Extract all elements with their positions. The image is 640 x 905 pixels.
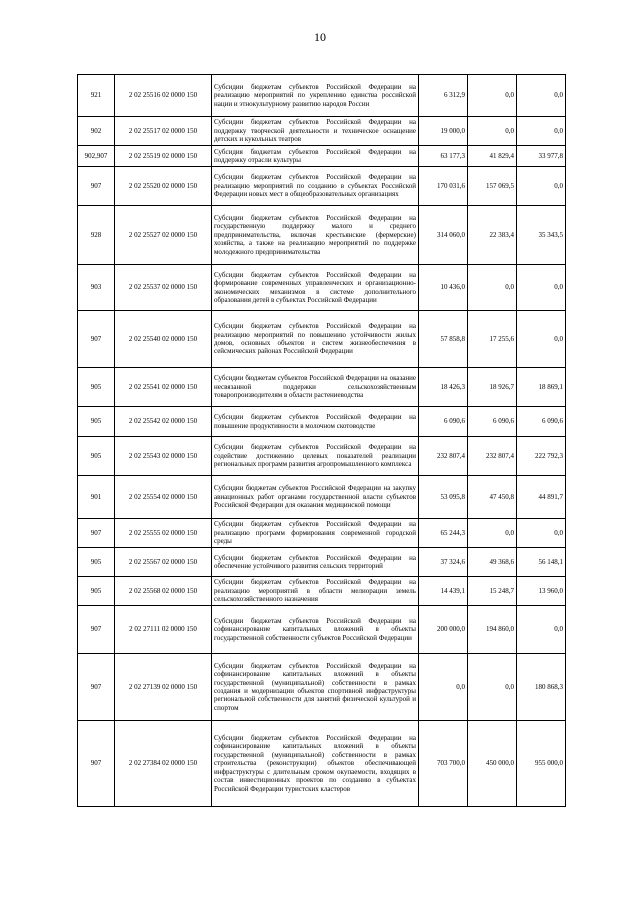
- table-row: [78, 548, 566, 577]
- budget-table-body: [78, 75, 566, 807]
- amount-year1-cell: 314 060,0: [419, 206, 468, 265]
- table-row: [78, 407, 566, 437]
- amount-year2-cell: 232 807,4: [468, 437, 517, 476]
- table-row: [78, 368, 566, 407]
- table-row: [78, 167, 566, 206]
- revenue-code-cell: 2 02 25516 02 0000 150: [115, 75, 212, 117]
- amount-year1-cell: 57 858,8: [419, 311, 468, 368]
- amount-year2-cell: 0,0: [468, 265, 517, 311]
- table-row: [78, 654, 566, 721]
- amount-year3-cell: 33 977,8: [517, 146, 566, 167]
- table-row: [78, 311, 566, 368]
- revenue-name-cell: Субсидии бюджетам субъектов Российской Федерации на реализацию мероприятий в области мелиорации земель сельскохозяйственного назначения: [212, 577, 419, 606]
- admin-code-cell: 902,907: [78, 146, 115, 167]
- amount-year3-cell: 6 090,6: [517, 407, 566, 437]
- table-row: [78, 146, 566, 167]
- admin-code-cell: 907: [78, 654, 115, 721]
- revenue-code-cell: 2 02 25541 02 0000 150: [115, 368, 212, 407]
- amount-year2-cell: 22 383,4: [468, 206, 517, 265]
- admin-code-cell: 905: [78, 407, 115, 437]
- amount-year1-cell: 170 031,6: [419, 167, 468, 206]
- amount-year3-cell: 0,0: [517, 519, 566, 548]
- table-row: [78, 606, 566, 654]
- revenue-name-cell: Субсидии бюджетам субъектов Российской Федерации на софинансирование капитальных вложений в объекты государственной (муниципальной) собственности в рамках строительства (реконструкции) объектов обеспечивающей инфраструктуры с длительным сроком окупаемости, входящих в состав инвестиционных проектов по созданию в субъектах Российской Федерации туристских кластеров: [212, 721, 419, 807]
- revenue-name-cell: Субсидии бюджетам субъектов Российской Федерации на реализацию мероприятий по повышению устойчивости жилых домов, основных объектов и систем жизнеобеспечения в сейсмических районах Российской Федерации: [212, 311, 419, 368]
- revenue-name-cell: Субсидия бюджетам субъектов Российской Федерации на поддержку отрасли культуры: [212, 146, 419, 167]
- amount-year3-cell: 0,0: [517, 75, 566, 117]
- table-row: [78, 721, 566, 807]
- revenue-code-cell: 2 02 25554 02 0000 150: [115, 476, 212, 519]
- amount-year1-cell: 53 095,8: [419, 476, 468, 519]
- revenue-name-cell: Субсидии бюджетам субъектов Российской Федерации на реализацию мероприятий по укреплению единства российской нации и этнокультурному развитию народов России: [212, 75, 419, 117]
- revenue-name-cell: Субсидии бюджетам субъектов Российской Федерации на обеспечение устойчивого развития сельских территорий: [212, 548, 419, 577]
- revenue-code-cell: 2 02 25542 02 0000 150: [115, 407, 212, 437]
- amount-year1-cell: 19 000,0: [419, 117, 468, 146]
- amount-year2-cell: 0,0: [468, 654, 517, 721]
- revenue-name-cell: Субсидии бюджетам субъектов Российской Федерации на поддержку творческой деятельности и техническое оснащение детских и кукольных театров: [212, 117, 419, 146]
- amount-year1-cell: 63 177,3: [419, 146, 468, 167]
- revenue-code-cell: 2 02 25519 02 0000 150: [115, 146, 212, 167]
- amount-year2-cell: 0,0: [468, 75, 517, 117]
- amount-year1-cell: 6 090,6: [419, 407, 468, 437]
- table-row: [78, 75, 566, 117]
- revenue-code-cell: 2 02 25537 02 0000 150: [115, 265, 212, 311]
- revenue-code-cell: 2 02 25567 02 0000 150: [115, 548, 212, 577]
- admin-code-cell: 902: [78, 117, 115, 146]
- table-row: [78, 577, 566, 606]
- amount-year3-cell: 955 000,0: [517, 721, 566, 807]
- admin-code-cell: 921: [78, 75, 115, 117]
- table-row: [78, 206, 566, 265]
- amount-year1-cell: 6 312,9: [419, 75, 468, 117]
- amount-year1-cell: 37 324,6: [419, 548, 468, 577]
- amount-year3-cell: 18 869,1: [517, 368, 566, 407]
- amount-year3-cell: 180 868,3: [517, 654, 566, 721]
- revenue-name-cell: Субсидии бюджетам субъектов Российской Федерации на софинансирование капитальных вложений в объекты государственной (муниципальной) собственности в рамках создания и модернизации объектов спортивной инфраструктуры региональной собственности для занятий физической культурой и спортом: [212, 654, 419, 721]
- revenue-name-cell: Субсидии бюджетам субъектов Российской Федерации на содействие достижению целевых показателей реализации региональных программ развития агропромышленного комплекса: [212, 437, 419, 476]
- admin-code-cell: 907: [78, 519, 115, 548]
- revenue-name-cell: Субсидии бюджетам субъектов Российской Федерации на реализацию мероприятий по созданию в субъектах Российской Федерации новых мест в общеобразовательных организациях: [212, 167, 419, 206]
- revenue-name-cell: Субсидии бюджетам субъектов Российской Федерации на повышение продуктивности в молочном скотоводстве: [212, 407, 419, 437]
- revenue-name-cell: Субсидии бюджетам субъектов Российской Федерации на оказание несвязанной поддержки сельскохозяйственным товаропроизводителям в области растениеводства: [212, 368, 419, 407]
- amount-year2-cell: 6 090,6: [468, 407, 517, 437]
- amount-year3-cell: 0,0: [517, 311, 566, 368]
- budget-table: [77, 74, 566, 807]
- page-number: 10: [314, 30, 326, 44]
- revenue-code-cell: 2 02 27111 02 0000 150: [115, 606, 212, 654]
- revenue-code-cell: 2 02 25555 02 0000 150: [115, 519, 212, 548]
- revenue-name-cell: Субсидии бюджетам субъектов Российской Федерации на софинансирование капитальных вложений в объекты государственной собственности субъектов Российской Федерации: [212, 606, 419, 654]
- admin-code-cell: 928: [78, 206, 115, 265]
- amount-year3-cell: 13 960,0: [517, 577, 566, 606]
- revenue-name-cell: Субсидии бюджетам субъектов Российской Федерации на формирование современных управленческих и организационно-экономических механизмов в системе дополнительного образования детей в субъектах Российской Федерации: [212, 265, 419, 311]
- amount-year3-cell: 222 792,3: [517, 437, 566, 476]
- amount-year1-cell: 232 807,4: [419, 437, 468, 476]
- revenue-name-cell: Субсидии бюджетам субъектов Российской Федерации на закупку авиационных работ органами государственной власти субъектов Российской Федерации для оказания медицинской помощи: [212, 476, 419, 519]
- revenue-code-cell: 2 02 25517 02 0000 150: [115, 117, 212, 146]
- admin-code-cell: 905: [78, 577, 115, 606]
- amount-year2-cell: 17 255,6: [468, 311, 517, 368]
- amount-year1-cell: 200 000,0: [419, 606, 468, 654]
- amount-year2-cell: 49 368,6: [468, 548, 517, 577]
- amount-year3-cell: 0,0: [517, 606, 566, 654]
- admin-code-cell: 905: [78, 368, 115, 407]
- admin-code-cell: 903: [78, 265, 115, 311]
- admin-code-cell: 907: [78, 167, 115, 206]
- admin-code-cell: 905: [78, 437, 115, 476]
- amount-year3-cell: 56 148,1: [517, 548, 566, 577]
- amount-year2-cell: 47 450,8: [468, 476, 517, 519]
- admin-code-cell: 907: [78, 606, 115, 654]
- amount-year2-cell: 0,0: [468, 117, 517, 146]
- amount-year1-cell: 14 439,1: [419, 577, 468, 606]
- amount-year1-cell: 18 426,3: [419, 368, 468, 407]
- amount-year2-cell: 41 829,4: [468, 146, 517, 167]
- amount-year2-cell: 450 000,0: [468, 721, 517, 807]
- amount-year1-cell: 703 700,0: [419, 721, 468, 807]
- table-row: [78, 476, 566, 519]
- table-row: [78, 437, 566, 476]
- table-row: [78, 519, 566, 548]
- revenue-code-cell: 2 02 27139 02 0000 150: [115, 654, 212, 721]
- amount-year3-cell: 44 891,7: [517, 476, 566, 519]
- amount-year1-cell: 65 244,3: [419, 519, 468, 548]
- revenue-code-cell: 2 02 25520 02 0000 150: [115, 167, 212, 206]
- amount-year1-cell: 0,0: [419, 654, 468, 721]
- amount-year2-cell: 194 860,0: [468, 606, 517, 654]
- amount-year1-cell: 10 436,0: [419, 265, 468, 311]
- amount-year3-cell: 0,0: [517, 167, 566, 206]
- revenue-name-cell: Субсидии бюджетам субъектов Российской Федерации на реализацию программ формирования современной городской среды: [212, 519, 419, 548]
- amount-year3-cell: 0,0: [517, 117, 566, 146]
- admin-code-cell: 907: [78, 311, 115, 368]
- admin-code-cell: 905: [78, 548, 115, 577]
- revenue-code-cell: 2 02 25543 02 0000 150: [115, 437, 212, 476]
- admin-code-cell: 907: [78, 721, 115, 807]
- revenue-code-cell: 2 02 25540 02 0000 150: [115, 311, 212, 368]
- amount-year2-cell: 157 069,5: [468, 167, 517, 206]
- revenue-code-cell: 2 02 25568 02 0000 150: [115, 577, 212, 606]
- amount-year2-cell: 0,0: [468, 519, 517, 548]
- amount-year3-cell: 35 343,5: [517, 206, 566, 265]
- admin-code-cell: 901: [78, 476, 115, 519]
- revenue-code-cell: 2 02 27384 02 0000 150: [115, 721, 212, 807]
- amount-year2-cell: 15 248,7: [468, 577, 517, 606]
- table-row: [78, 117, 566, 146]
- amount-year2-cell: 18 926,7: [468, 368, 517, 407]
- amount-year3-cell: 0,0: [517, 265, 566, 311]
- revenue-code-cell: 2 02 25527 02 0000 150: [115, 206, 212, 265]
- table-row: [78, 265, 566, 311]
- revenue-name-cell: Субсидии бюджетам субъектов Российской Федерации на государственную поддержку малого и среднего предпринимательства, включая крестьянские (фермерские) хозяйства, а также на реализацию мероприятий по поддержке молодежного предпринимательства: [212, 206, 419, 265]
